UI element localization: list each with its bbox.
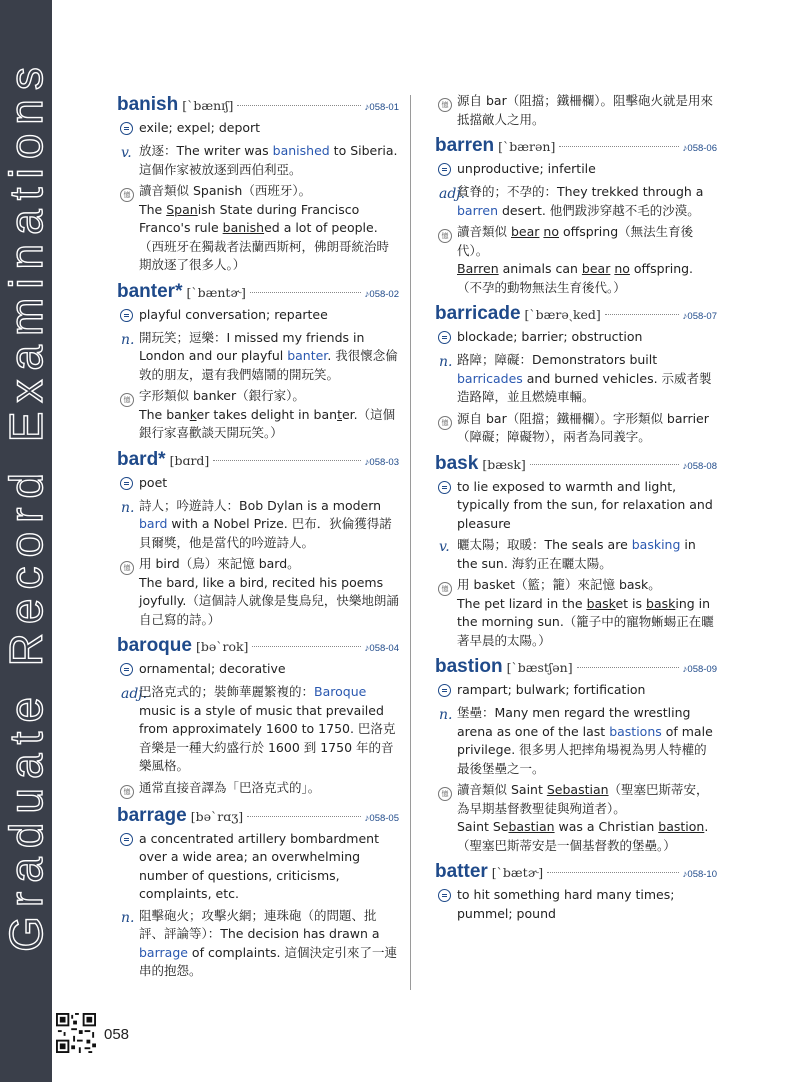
part-of-speech: adj. (439, 186, 466, 202)
entry-head (117, 94, 399, 116)
entry-head (435, 135, 717, 157)
audio-track-link[interactable]: ♪058-03 (364, 456, 399, 468)
example-sentence: 放逐：The writer was banished to Siberia. 這個作家被放逐到西伯利亞。 (139, 143, 398, 177)
headword: baroque (117, 635, 192, 656)
column-divider (410, 95, 411, 990)
synonym-line (435, 478, 717, 534)
headword: banish (117, 94, 179, 115)
synonym-icon (120, 477, 133, 490)
entry-head (435, 861, 717, 883)
synonym-line (117, 474, 399, 494)
example-sentence: 阻擊砲火；攻擊火網；連珠砲（的問題、批評、評論等）：The decision has drawn a barrage of complaints. 這個決定引來了一連串的抱怨。 (139, 907, 397, 978)
synonyms: a concentrated artillery bombardment over a wide area; an overwhelming number of questions, criticisms, complaints, etc. (139, 830, 379, 901)
audio-track-link[interactable]: ♪058-07 (682, 311, 717, 322)
leader-dots (247, 816, 361, 817)
example-sentence: 開玩笑；逗樂：I missed my friends in London and our playful banter. 我很懷念倫敦的朋友，還有我們嬉鬧的開玩笑。 (139, 329, 398, 382)
memory-tip-icon: 憶 (120, 188, 134, 202)
synonym-icon (120, 122, 133, 135)
synonyms: to lie exposed to warmth and light, typically from the sun, for relaxation and pleasure (457, 478, 713, 531)
memory-tip (435, 781, 717, 855)
memory-tip (117, 779, 399, 799)
example-line (117, 497, 399, 553)
pronunciation: [ˋbænɪʃ] (182, 98, 234, 113)
pronunciation: [bɑrd] (169, 452, 210, 468)
pronunciation: [bæsk] (482, 456, 526, 472)
memory-text: 字形類似 banker（銀行家）。 The banker takes delight in banter.（這個銀行家喜歡談天開玩笑。） (139, 388, 396, 440)
synonym-line (117, 830, 399, 904)
example-line (435, 351, 717, 407)
memory-tip-icon: 憶 (120, 785, 134, 799)
leader-dots (250, 292, 361, 293)
part-of-speech: v. (121, 145, 132, 161)
headword: bard* (117, 448, 166, 470)
page-number: 058 (104, 1026, 130, 1043)
leader-dots (213, 460, 360, 461)
example-line (117, 907, 399, 981)
memory-text: 用 bird（鳥）來記憶 bard。 The bard, like a bird, recited his poems joyfully.（這個詩人就像是隻鳥兒，快樂地朗誦自己寫的詩。） (139, 556, 399, 627)
memory-text: 源自 bar（阻擋；鐵柵欄）。阻擊砲火就是用來抵擋敵人之用。 (457, 93, 713, 127)
synonyms: blockade; barrier; obstruction (457, 329, 643, 344)
synonym-line (117, 119, 399, 139)
entry-bastion (435, 656, 717, 855)
synonyms: poet (139, 474, 168, 490)
entry-head (435, 303, 717, 325)
memory-tip-icon: 憶 (438, 98, 452, 112)
synonyms: ornamental; decorative (139, 661, 286, 676)
leader-dots (530, 464, 679, 465)
synonym-icon (438, 481, 451, 494)
memory-tip (117, 387, 399, 443)
synonyms: unproductive; infertile (457, 161, 596, 176)
entry-bard (117, 449, 399, 630)
example-line (117, 683, 399, 776)
right-column (435, 92, 717, 929)
entry-barren (435, 135, 717, 297)
leader-dots (547, 872, 679, 873)
audio-track-link[interactable]: ♪058-04 (364, 643, 399, 654)
synonym-icon (120, 663, 133, 676)
headword: bastion (435, 656, 503, 677)
audio-track-link[interactable]: ♪058-06 (682, 143, 717, 154)
entry-batter (435, 861, 717, 923)
entry-bask (435, 453, 717, 651)
memory-tip-icon: 憶 (438, 582, 452, 596)
example-line (435, 536, 717, 573)
memory-tip-icon: 憶 (438, 229, 452, 243)
synonym-icon (120, 309, 133, 322)
synonym-line (117, 306, 399, 326)
entry-head (117, 805, 399, 827)
memory-tip (435, 223, 717, 297)
example-line (435, 183, 717, 220)
synonyms: exile; expel; deport (139, 120, 261, 135)
synonym-icon (438, 163, 451, 176)
audio-track-link[interactable]: ♪058-01 (364, 102, 399, 113)
left-column (117, 92, 399, 987)
part-of-speech: n. (439, 354, 453, 370)
memory-text: 讀音類似 Spanish（西班牙）。 The Spanish State during Francisco Franco's rule banished a lot of people.（西班牙在獨裁者法蘭西斯柯，佛朗哥統治時期放逐了很多人。） (139, 183, 390, 272)
memory-tip (435, 92, 717, 129)
headword: barricade (435, 303, 521, 324)
pronunciation: [bəˋrok] (195, 639, 249, 654)
entry-barrage-continued (435, 92, 717, 129)
memory-tip-icon: 憶 (438, 416, 452, 430)
part-of-speech: adj. (121, 686, 148, 702)
synonym-icon (438, 331, 451, 344)
entry-barrage (117, 805, 399, 981)
example-line (117, 142, 399, 179)
part-of-speech: n. (121, 499, 135, 516)
synonym-line (435, 886, 717, 923)
audio-track-link[interactable]: ♪058-05 (364, 812, 399, 824)
example-sentence: 曬太陽；取暖：The seals are basking in the sun. 海豹正在曬太陽。 (457, 537, 696, 571)
sidebar-band (0, 0, 52, 1082)
part-of-speech: v. (439, 539, 450, 555)
synonym-icon (438, 889, 451, 902)
qr-code-icon (56, 1013, 96, 1053)
pronunciation: [bəˋrɑʒ] (190, 808, 244, 824)
memory-text: 讀音類似 bear no offspring（無法生育後代）。 Barren animals can bear no offspring.（不孕的動物無法生育後代。） (457, 224, 694, 295)
synonyms: rampart; bulwark; fortification (457, 682, 646, 697)
entry-head (117, 635, 399, 657)
memory-text: 用 basket（籃；籠）來記憶 bask。 The pet lizard in the basket is basking in the morning sun.（籠子中的寵物蜥蜴正在曬著早晨的太陽。） (457, 577, 714, 648)
memory-tip-icon: 憶 (438, 787, 452, 801)
synonym-icon (438, 684, 451, 697)
sidebar-title: Graduate Record Examinations (0, 58, 52, 952)
entry-head (435, 453, 717, 475)
memory-tip-icon: 憶 (120, 393, 134, 407)
leader-dots (559, 146, 678, 147)
synonym-icon (120, 833, 133, 846)
entry-baroque (117, 635, 399, 799)
pronunciation: [ˋbærən] (498, 139, 556, 154)
memory-tip-icon: 憶 (120, 561, 134, 575)
entry-head (435, 656, 717, 678)
memory-text: 通常直接音譯為「巴洛克式的」。 (139, 779, 321, 795)
synonym-line (435, 681, 717, 701)
headword: batter (435, 861, 488, 882)
pronunciation: [ˋbætɚ] (491, 865, 544, 880)
headword: barren (435, 135, 495, 156)
pronunciation: [ˋbæntɚ] (186, 284, 246, 300)
synonyms: playful conversation; repartee (139, 306, 328, 322)
entry-banter (117, 281, 399, 443)
pronunciation: [ˋbæstʃən] (506, 660, 573, 675)
qr-code[interactable] (56, 1013, 96, 1053)
leader-dots (252, 646, 360, 647)
example-sentence: 貧脊的；不孕的：They trekked through a barren desert. 他們跋涉穿越不毛的沙漠。 (457, 184, 704, 218)
memory-tip (117, 182, 399, 275)
synonym-line (435, 328, 717, 348)
headword: banter* (117, 280, 183, 302)
example-sentence: 堡壘：Many men regard the wrestling arena as one of the last bastions of male privilege. 很多男人把摔角場視為男人特權的最後堡壘之一。 (457, 705, 713, 776)
entry-head (117, 449, 399, 471)
audio-track-link[interactable]: ♪058-08 (682, 460, 717, 472)
audio-track-link[interactable]: ♪058-09 (682, 664, 717, 675)
example-sentence: 詩人；吟遊詩人：Bob Dylan is a modern bard with a Nobel Prize. 巴布．狄倫獲得諾貝爾獎，他是當代的吟遊詩人。 (139, 497, 392, 550)
entry-head (117, 281, 399, 303)
audio-track-link[interactable]: ♪058-10 (682, 869, 717, 880)
synonym-line (435, 160, 717, 180)
example-sentence: 巴洛克式的；裝飾華麗繁複的：Baroque music is a style of music that prevailed from approximately 1600 to 1750. 巴洛克音樂是一種大約盛行於 1600 到 1750 年的音樂風格。 (139, 684, 396, 773)
memory-text: 讀音類似 Saint Sebastian（聖塞巴斯蒂安，為早期基督教聖徒與殉道者）。 Saint Sebastian was a Christian bastion.（聖塞巴斯蒂安是一個基督教的堡壘。） (457, 782, 709, 853)
leader-dots (577, 667, 679, 668)
memory-tip (435, 410, 717, 447)
entry-barricade (435, 303, 717, 447)
leader-dots (237, 105, 360, 106)
example-sentence: 路障；障礙：Demonstrators built barricades and burned vehicles. 示威者製造路障，並且燃燒車輛。 (457, 352, 712, 404)
pronunciation: [ˋbærəˏked] (524, 307, 601, 322)
entry-banish (117, 94, 399, 275)
synonym-line (117, 660, 399, 680)
memory-tip (117, 555, 399, 629)
headword: barrage (117, 804, 187, 826)
synonyms: to hit something hard many times; pummel; pound (457, 887, 675, 921)
headword: bask (435, 452, 479, 474)
example-line (435, 704, 717, 778)
audio-track-link[interactable]: ♪058-02 (364, 288, 399, 300)
part-of-speech: n. (121, 909, 135, 926)
leader-dots (605, 314, 679, 315)
memory-text: 源自 bar（阻擋；鐵柵欄）。字形類似 barrier（障礙；障礙物），兩者為同義字。 (457, 410, 709, 444)
part-of-speech: n. (439, 707, 453, 723)
example-line (117, 329, 399, 385)
part-of-speech: n. (121, 331, 135, 348)
memory-tip (435, 576, 717, 650)
